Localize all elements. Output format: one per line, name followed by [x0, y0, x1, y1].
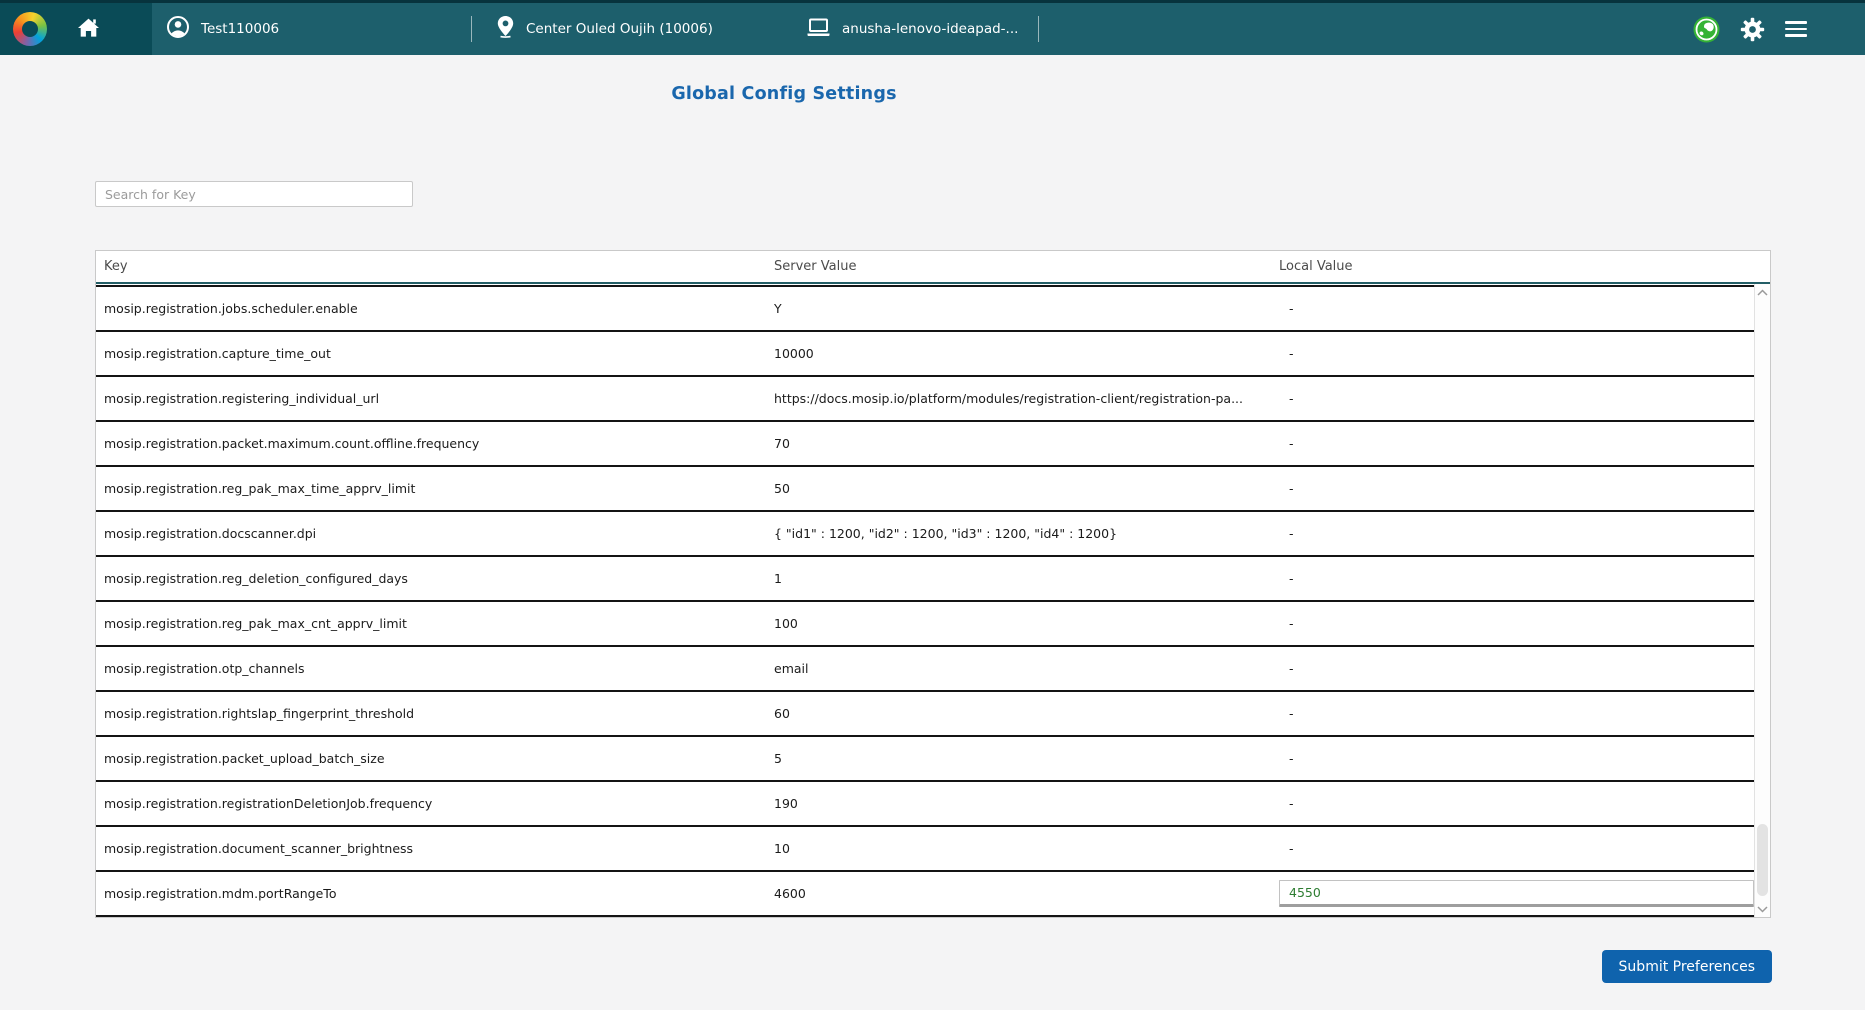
server-value-cell: 50: [774, 481, 790, 496]
local-value-cell[interactable]: -: [1289, 796, 1294, 811]
local-value-cell[interactable]: -: [1289, 706, 1294, 721]
home-tab[interactable]: [0, 3, 152, 55]
table-rows: [96, 284, 1754, 917]
user-label: Test110006: [201, 21, 280, 37]
server-value-cell: 70: [774, 436, 790, 451]
key-cell: mosip.registration.otp_channels: [104, 661, 305, 676]
table-row: [96, 285, 1754, 332]
local-value-cell[interactable]: [1271, 880, 1754, 907]
table-row: [96, 692, 1754, 737]
scroll-up-arrow-icon[interactable]: [1756, 286, 1769, 298]
key-cell: mosip.registration.packet_upload_batch_size: [104, 751, 385, 766]
topbar-divider: [1038, 16, 1039, 42]
table-row: [96, 467, 1754, 512]
local-value-cell[interactable]: -: [1289, 526, 1294, 541]
table-row: [96, 872, 1754, 917]
scrollbar-thumb[interactable]: [1757, 824, 1768, 896]
gear-icon[interactable]: [1739, 16, 1766, 43]
search-input[interactable]: [95, 181, 413, 207]
local-value-cell[interactable]: -: [1289, 391, 1294, 406]
hamburger-menu-icon[interactable]: [1785, 21, 1807, 37]
server-value-cell: 5: [774, 751, 782, 766]
table-row: [96, 782, 1754, 827]
local-value-cell[interactable]: -: [1289, 841, 1294, 856]
server-value-cell: 4600: [774, 886, 806, 901]
table-row: [96, 332, 1754, 377]
laptop-icon: [806, 16, 831, 42]
table-row: [96, 557, 1754, 602]
local-value-cell[interactable]: -: [1289, 571, 1294, 586]
location-pin-icon: [496, 15, 515, 43]
key-cell: mosip.registration.registrationDeletionJob.frequency: [104, 796, 433, 811]
key-cell: mosip.registration.capture_time_out: [104, 346, 331, 361]
center-info: [496, 15, 806, 43]
page-title: Global Config Settings: [671, 84, 897, 104]
submit-preferences-button[interactable]: Submit Preferences: [1602, 950, 1772, 983]
key-cell: mosip.registration.reg_pak_max_cnt_apprv_limit: [104, 616, 407, 631]
key-cell: mosip.registration.mdm.portRangeTo: [104, 886, 337, 901]
home-icon: [77, 17, 100, 42]
local-value-cell[interactable]: -: [1289, 661, 1294, 676]
server-value-cell: 100: [774, 616, 798, 631]
local-value-cell[interactable]: -: [1289, 751, 1294, 766]
server-value-cell: { "id1" : 1200, "id2" : 1200, "id3" : 1200, "id4" : 1200}: [774, 526, 1118, 541]
user-info: [166, 15, 471, 43]
key-cell: mosip.registration.packet.maximum.count.offline.frequency: [104, 436, 480, 451]
center-label: Center Ouled Oujih (10006): [526, 21, 713, 37]
table-row: [96, 422, 1754, 467]
top-bar: [0, 0, 1865, 55]
local-value-input[interactable]: [1279, 880, 1754, 907]
machine-info: [806, 16, 1022, 42]
server-value-cell: 10000: [774, 346, 814, 361]
column-header-key: Key: [104, 259, 128, 274]
table-header-row: [96, 251, 1770, 284]
scroll-down-arrow-icon[interactable]: [1756, 903, 1769, 915]
table-row: [96, 377, 1754, 422]
key-cell: mosip.registration.registering_individual_url: [104, 391, 380, 406]
local-value-cell[interactable]: -: [1289, 616, 1294, 631]
table-row: [96, 602, 1754, 647]
local-value-cell[interactable]: -: [1289, 481, 1294, 496]
key-cell: mosip.registration.jobs.scheduler.enable: [104, 301, 358, 316]
sync-globe-icon[interactable]: [1693, 16, 1720, 43]
server-value-cell: https://docs.mosip.io/platform/modules/registration-client/registration-pa...: [774, 391, 1244, 406]
column-header-server-value: Server Value: [774, 259, 857, 274]
machine-label: anusha-lenovo-ideapad-...: [842, 21, 1019, 37]
key-cell: mosip.registration.docscanner.dpi: [104, 526, 317, 541]
topbar-divider: [471, 16, 472, 42]
server-value-cell: 190: [774, 796, 798, 811]
config-table: [95, 250, 1771, 918]
user-icon: [166, 15, 190, 43]
local-value-cell[interactable]: -: [1289, 301, 1294, 316]
server-value-cell: 10: [774, 841, 790, 856]
server-value-cell: 1: [774, 571, 782, 586]
column-header-local-value: Local Value: [1279, 259, 1353, 274]
key-cell: mosip.registration.reg_deletion_configured_days: [104, 571, 408, 586]
server-value-cell: Y: [774, 301, 782, 316]
mosip-logo-icon: [13, 12, 47, 46]
local-value-cell[interactable]: -: [1289, 436, 1294, 451]
table-scrollbar[interactable]: [1754, 284, 1770, 917]
key-cell: mosip.registration.document_scanner_brightness: [104, 841, 414, 856]
key-cell: mosip.registration.rightslap_fingerprint_threshold: [104, 706, 415, 721]
server-value-cell: 60: [774, 706, 790, 721]
server-value-cell: email: [774, 661, 809, 676]
key-cell: mosip.registration.reg_pak_max_time_apprv_limit: [104, 481, 416, 496]
table-row: [96, 737, 1754, 782]
table-row: [96, 647, 1754, 692]
table-row: [96, 512, 1754, 557]
table-row: [96, 827, 1754, 872]
local-value-cell[interactable]: -: [1289, 346, 1294, 361]
